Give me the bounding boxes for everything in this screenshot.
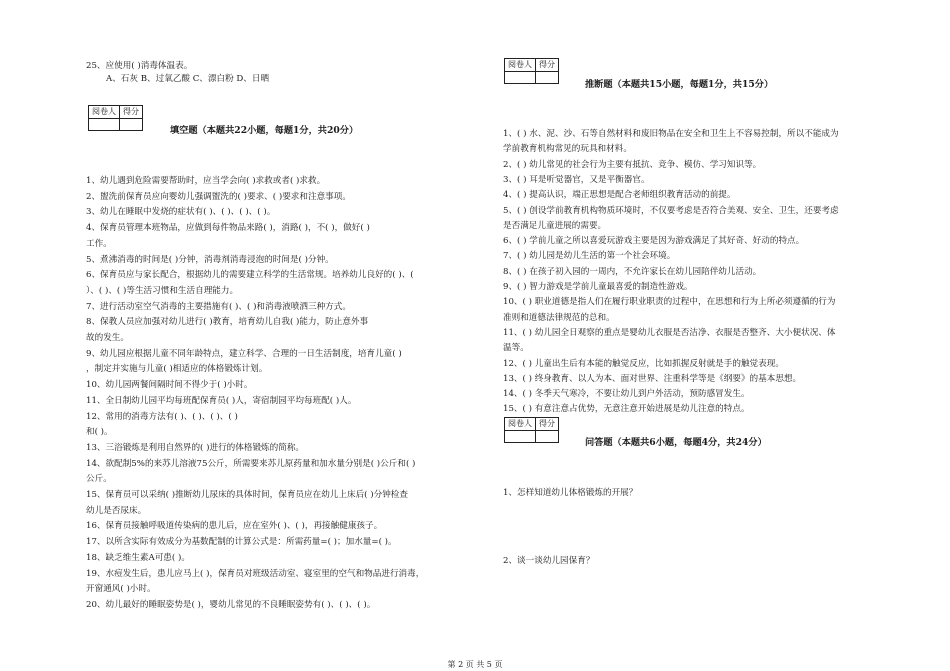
judge-score-box	[504, 58, 559, 84]
question-line: 3、幼儿在睡眠中发烧的症状有( )、( )、( )、( )。	[86, 207, 276, 218]
question-line: 准则和道德法律规范的总和。	[503, 312, 615, 323]
question-line: 12、常用的消毒方法有( )、( )、( )、( )	[86, 411, 238, 422]
question-line: 7、进行活动室空气消毒的主要措施有( )、( )和消毒液喷洒三种方式。	[86, 301, 351, 312]
score-label: 得分	[536, 418, 559, 431]
question-line: 7、( ) 幼儿园是幼儿生活的第一个社会环境。	[503, 251, 676, 262]
question-line: 工作。	[86, 238, 112, 249]
fill-section-title: 填空题（本题共22小题，每题1分，共20分）	[170, 125, 359, 136]
score-label: 得分	[536, 59, 559, 72]
question-line: 14、欲配制5%的来苏儿溶液75公斤，所需要来苏儿原药量和加水量分别是( )公斤和( )	[86, 458, 416, 469]
question-line: 16、保育员接触呼吸道传染病的患儿后，应在室外( )、( )，再接触健康孩子。	[86, 521, 383, 532]
question-line: 17、以所含实际有效成分为基数配制的计算公式是：所需药量=( )；加水量=( )。	[86, 537, 397, 548]
score-cell[interactable]	[536, 71, 559, 83]
question-line: 6、保育员应与家长配合，根据幼儿的需要建立科学的生活常规。培养幼儿良好的( )、(	[86, 270, 414, 281]
question-line: ，制定并实施与儿童( )相适应的体格锻炼计划。	[86, 364, 268, 375]
question-line: 15、( ) 有意注意占优势，无意注意开始进展是幼儿注意的特点。	[503, 404, 750, 415]
question-line: 3、( ) 耳是听觉器官，又是平衡器官。	[503, 174, 650, 185]
question-line: 1、怎样知道幼儿体格锻炼的开展？	[503, 488, 638, 498]
question-line: 1、幼儿遇到危险需要帮助时，应当学会向( )求救或者( )求救。	[86, 176, 326, 186]
question-line: 1、( ) 水、泥、沙、石等自然材料和废旧物品在安全和卫生上不容易控制，所以不能成为	[503, 129, 839, 139]
question-line: 8、保教人员应加强对幼儿进行( )教育，培育幼儿自我( )能力，防止意外事	[86, 317, 369, 328]
fill-score-box	[88, 105, 143, 131]
question-line: 13、三浴锻炼是利用自然界的( )进行的体格锻炼的简称。	[86, 442, 305, 453]
question-line: 13、( ) 终身教育、以人为本、面对世界、注重科学等是《纲要》的基本思想。	[503, 373, 802, 384]
grader-cell[interactable]	[505, 430, 536, 442]
question-line: 故的发生。	[86, 333, 129, 343]
judge-section-title: 推断题（本题共15小题，每题1分，共15分）	[585, 79, 774, 90]
question-line: 开窗通风( )小时。	[86, 584, 156, 595]
question-line: 温等。	[503, 343, 529, 354]
question-line: 幼儿是否尿床。	[86, 505, 147, 516]
grader-label: 阅卷人	[505, 59, 536, 72]
question-line: 9、幼儿园应根据儿童不同年龄特点，建立科学、合理的一日生活制度，培育儿童( )	[86, 348, 402, 359]
question-line: 19、水痘发生后，患儿应马上( )，保育员对班级活动室、寝室里的空气和物品进行消毒，	[86, 568, 425, 579]
question-line: 18、缺乏维生素A可患( )。	[86, 552, 190, 563]
question-line: 2、谈一谈幼儿园保育？	[503, 556, 595, 566]
question-line: 8、( ) 在孩子初入园的一周内，不允许家长在幼儿园陪伴幼儿活动。	[503, 266, 762, 277]
question-25-stem: 25、应使用( )消毒体温表。	[86, 61, 193, 71]
question-line: 6、( ) 学前儿童之所以喜爱玩游戏主要是因为游戏满足了其好奇、好动的特点。	[503, 236, 805, 247]
grader-cell[interactable]	[89, 118, 120, 130]
question-line: 公斤。	[86, 474, 112, 485]
question-line: 20、幼儿最好的睡眠姿势是( )，婴幼儿常见的不良睡眠姿势有( )、( )、( )。	[86, 599, 376, 610]
score-cell[interactable]	[536, 430, 559, 442]
grader-label: 阅卷人	[89, 106, 120, 119]
question-line: 14、( ) 冬季天气寒冷，不要让幼儿到户外活动，预防感冒发生。	[503, 389, 750, 400]
question-line: 学前教育机构常见的玩具和材料。	[503, 144, 632, 155]
grader-label: 阅卷人	[505, 418, 536, 431]
question-line: 10、( ) 职业道德是指人们在履行职业职责的过程中，在思想和行为上所必须遵循的行为	[503, 297, 836, 308]
question-line: 是否满足儿童进展的需要。	[503, 220, 607, 231]
question-line: 12、( ) 儿童出生后有本能的触觉反应，比如抓握反射就是手的触觉表现。	[503, 358, 784, 369]
question-line: 5、( ) 创设学前教育机构物质环境时，不仅要考虑是否符合美观、安全、卫生，还要考虑	[503, 205, 839, 216]
question-line: 5、煮沸消毒的时间是( )分钟，消毒剂消毒浸泡的时间是( )分钟。	[86, 254, 334, 265]
score-cell[interactable]	[120, 118, 143, 130]
question-25-options: A、石灰 B、过氧乙酸 C、漂白粉 D、日晒	[106, 74, 270, 84]
score-label: 得分	[120, 106, 143, 119]
question-line: ）、( )、( )等生活习惯和生活自理能力。	[86, 285, 239, 296]
question-line: 4、( ) 提高认识，端正思想是配合老师组织教育活动的前提。	[503, 190, 736, 201]
page-footer: 第 2 页 共 5 页	[447, 660, 503, 669]
qa-score-box	[504, 417, 559, 443]
grader-cell[interactable]	[505, 71, 536, 83]
question-line: 15、保育员可以采纳( )推断幼儿尿床的具体时间，保育员应在幼儿上床后( )分钟检查	[86, 490, 408, 500]
question-line: 11、全日制幼儿园平均每班配保育员( )人，寄宿制园平均每班配( )人。	[86, 395, 357, 406]
question-line: 和( )。	[86, 427, 113, 438]
qa-section-title: 问答题（本题共6小题，每题4分，共24分）	[585, 437, 767, 448]
question-line: 2、盥洗前保育员应向婴幼儿强调盥洗的( )要求、( )要求和注意事项。	[86, 191, 351, 202]
question-line: 10、幼儿园两餐间隔时间不得少于( )小时。	[86, 380, 253, 391]
question-line: 9、( ) 智力游戏是学前儿童最喜爱的制造性游戏。	[503, 282, 693, 292]
question-line: 4、保育员管理本班物品，应做到每件物品来路( )，消路( )，不( )，做好( )	[86, 223, 370, 234]
question-line: 2、( ) 幼儿常见的社会行为主要有抵抗、竞争、模仿、学习知识等。	[503, 159, 762, 170]
question-line: 11、( ) 幼儿园全日观察的重点是婴幼儿衣服是否洁净、衣服是否整齐、大小便状况、体	[503, 327, 836, 338]
